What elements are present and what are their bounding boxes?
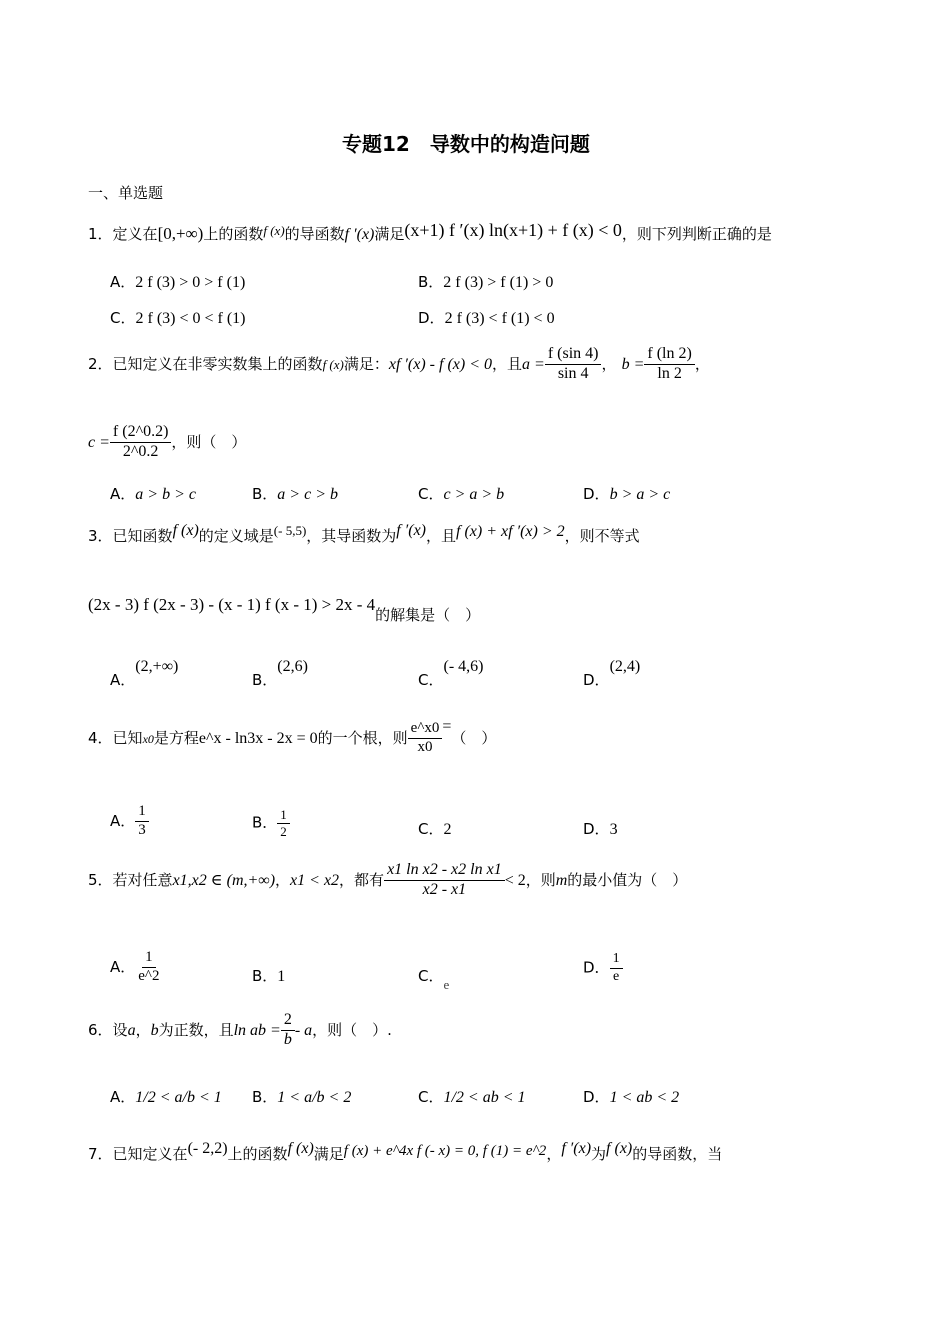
- math-x0: x0: [142, 732, 154, 746]
- option-d[interactable]: D．3: [583, 820, 618, 838]
- math-order: x1 < x2: [290, 871, 340, 889]
- option-c[interactable]: C．2: [418, 820, 452, 838]
- option-a[interactable]: A． $\frac{1}{e\^{}2}$: [110, 949, 160, 984]
- option-d[interactable]: D． $\frac{1}{e}$: [583, 952, 623, 984]
- math-vars: x1,x2 ∈ (m,+∞): [172, 871, 276, 889]
- math-equation: e^x - ln3x - 2x = 0: [198, 730, 318, 747]
- option-a[interactable]: A． $\frac{1}{3}$: [110, 804, 149, 839]
- option-a[interactable]: A．(2,+∞): [110, 658, 179, 689]
- math-lhs: ln ab =: [233, 1021, 281, 1039]
- option-b[interactable]: B．1: [252, 967, 286, 985]
- math-inequality: (2x - 3) f (2x - 3) - (x - 1) f (x - 1) > 2x - 4: [88, 595, 376, 614]
- fraction-condition: $\frac{\text{x1 ln x2 - x2 ln x1}}{x2 - x1}$: [384, 862, 505, 899]
- option-c[interactable]: C．(- 4,6): [418, 658, 484, 689]
- option-a[interactable]: A．2 f (3) > 0 > f (1): [110, 273, 246, 291]
- option-c[interactable]: C．1/2 < ab < 1: [418, 1088, 526, 1106]
- fraction-a: $\frac{f (\sin 4)}{\sin 4}$: [545, 346, 602, 383]
- option-b[interactable]: B．1 < a/b < 2: [252, 1088, 352, 1106]
- question-number: 6．: [88, 1020, 113, 1039]
- math-condition: xf ′(x) - f (x) < 0: [388, 355, 493, 373]
- option-b[interactable]: B．a > c > b: [252, 485, 338, 503]
- option-b[interactable]: B．(2,6): [252, 658, 308, 689]
- question-number: 7．: [88, 1145, 113, 1163]
- fraction-b: $\frac{f (\ln 2)}{\ln 2}$: [644, 346, 694, 383]
- question-3-inequality: (2x - 3) f (2x - 3) - (x - 1) f (x - 1) > 2x - 4的解集是（ ）: [88, 595, 481, 624]
- question-7: 7．已知定义在(- 2,2)上的函数f (x)满足f (x) + e^4x f (- x) = 0, f (1) = e^2，f ′(x)为f (x)的导函数，当: [88, 1140, 723, 1163]
- math-fx: f (x): [172, 522, 199, 539]
- math-fx: f (x): [322, 356, 344, 372]
- option-b[interactable]: B．2 f (3) > f (1) > 0: [418, 273, 554, 291]
- question-number: 3．: [88, 527, 113, 545]
- question-number: 5．: [88, 870, 113, 889]
- option-b[interactable]: B． $\frac{1}{2}$: [252, 808, 290, 838]
- question-2-continued: c = $\frac{f (2\^{}0.2)}{2\^{}0.2}$ ，则（ ）: [88, 423, 247, 460]
- math-fpx: f ′(x): [561, 1140, 592, 1157]
- fraction-ex0-x0: $\frac{e\^{}x0}{x0}$: [408, 721, 443, 756]
- question-4: 4．已知x0是方程e^x - ln3x - 2x = 0的一个根，则 $\frac{e\^{}x0}{x0}$ =（ ）: [88, 718, 497, 755]
- question-number: 2．: [88, 354, 113, 373]
- question-number: 4．: [88, 729, 113, 747]
- math-condition: f (x) + e^4x f (- x) = 0, f (1) = e^2: [343, 1143, 547, 1159]
- question-number: 1．: [88, 225, 113, 243]
- math-fx: f (x): [287, 1140, 314, 1157]
- fraction-2-over-b: $\frac{2}{b}$: [281, 1012, 295, 1049]
- math-fx: f (x): [606, 1140, 633, 1157]
- math-domain: (- 2,2): [187, 1140, 228, 1157]
- option-d[interactable]: D．b > a > c: [583, 485, 671, 503]
- fraction-c: $\frac{f (2\^{}0.2)}{2\^{}0.2}$: [110, 424, 172, 461]
- question-1: 1．定义在[0,+∞)上的函数$^{f (x)}$的导函数f ′(x)满足(x+1) f ′(x) ln(x+1) + f (x) < 0，则下列判断正确的是: [88, 220, 772, 243]
- question-5: 5．若对任意x1,x2 ∈ (m,+∞)，x1 < x2，都有 $\frac{\text{x1 ln x2 - x2 ln x1}}{x2 - x1}$ < 2，则m的最小值为（ ）: [88, 861, 688, 898]
- question-3: 3．已知函数f (x)的定义域是$^{(- 5,5)}$，其导函数为f ′(x)，且f (x) + xf ′(x) > 2，则不等式: [88, 522, 640, 545]
- option-c[interactable]: C．c > a > b: [418, 485, 505, 503]
- math-domain: (- 5,5): [273, 523, 307, 538]
- math-fpx: f ′(x): [344, 226, 375, 243]
- section-heading: 一、单选题: [88, 184, 164, 202]
- option-a[interactable]: A．1/2 < a/b < 1: [110, 1088, 222, 1106]
- question-6: 6．设a，b为正数，且ln ab = $\frac{2}{b}$ - a，则（ ）.: [88, 1011, 392, 1048]
- option-c[interactable]: C．$_e$: [418, 967, 450, 992]
- option-a[interactable]: A．a > b > c: [110, 485, 196, 503]
- question-2: 2．已知定义在非零实数集上的函数f (x)满足：xf ′(x) - f (x) < 0，且a = $\frac{f (\sin 4)}{\sin 4}$ ， b = $\frac{f (\ln 2)}{\ln 2}$ ，: [88, 345, 710, 382]
- page-title: 专题12 导数中的构造问题: [342, 132, 590, 156]
- option-c[interactable]: C．2 f (3) < 0 < f (1): [110, 309, 246, 327]
- math-fx: f (x): [263, 223, 285, 238]
- math-condition: f (x) + xf ′(x) > 2: [456, 523, 565, 540]
- option-d[interactable]: D．2 f (3) < f (1) < 0: [418, 309, 555, 327]
- option-d[interactable]: D．1 < ab < 2: [583, 1088, 680, 1106]
- option-d[interactable]: D．(2,4): [583, 658, 641, 689]
- math-condition: (x+1) f ′(x) ln(x+1) + f (x) < 0: [404, 220, 622, 240]
- math-domain: [0,+∞): [157, 224, 204, 243]
- math-fpx: f ′(x): [396, 522, 426, 539]
